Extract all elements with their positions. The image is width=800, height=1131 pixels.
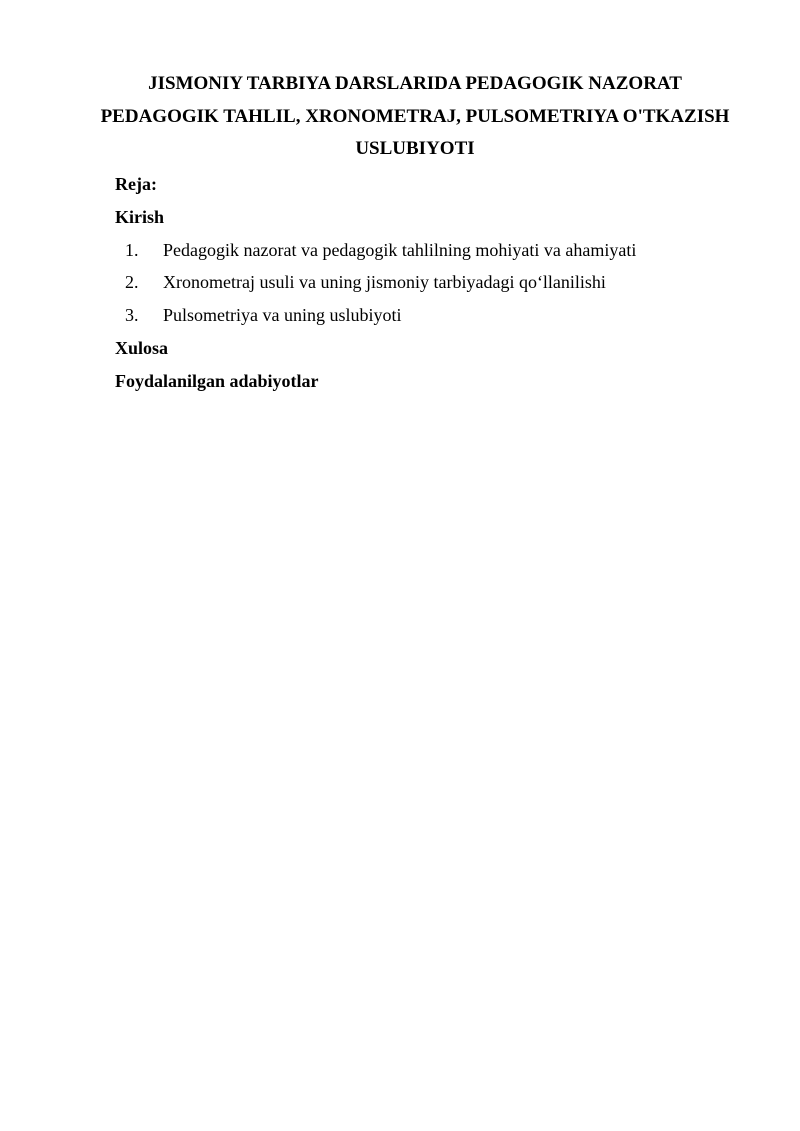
plan-item xyxy=(115,299,735,332)
plan-item-number: 2. xyxy=(125,272,139,293)
intro-heading: Kirish xyxy=(115,206,165,227)
plan-item-number: 3. xyxy=(125,305,139,326)
plan-item-number: 1. xyxy=(125,239,139,260)
plan-heading: Reja: xyxy=(115,174,157,194)
conclusion-heading: Xulosa xyxy=(115,337,169,358)
plan-item-text: Xronometraj usuli va uning jismoniy tarbiyadagi qo‘llanilishi xyxy=(163,272,606,293)
document-title xyxy=(100,68,730,166)
title-line-1: JISMONIY TARBIYA DARSLARIDA PEDAGOGIK NAZORAT xyxy=(148,73,682,94)
plan-item-text: Pulsometriya va uning uslubiyoti xyxy=(163,305,402,326)
plan-list xyxy=(115,234,735,332)
plan-item-text: Pedagogik nazorat va pedagogik tahlilning mohiyati va ahamiyati xyxy=(163,239,637,260)
title-line-3: USLUBIYOTI xyxy=(355,138,475,159)
document-content xyxy=(115,168,735,398)
plan-item xyxy=(115,234,735,267)
references-heading: Foydalanilgan adabiyotlar xyxy=(115,370,319,391)
title-line-2: PEDAGOGIK TAHLIL, XRONOMETRAJ, PULSOMETRIYA O'TKAZISH xyxy=(100,105,730,127)
plan-item xyxy=(115,266,735,299)
